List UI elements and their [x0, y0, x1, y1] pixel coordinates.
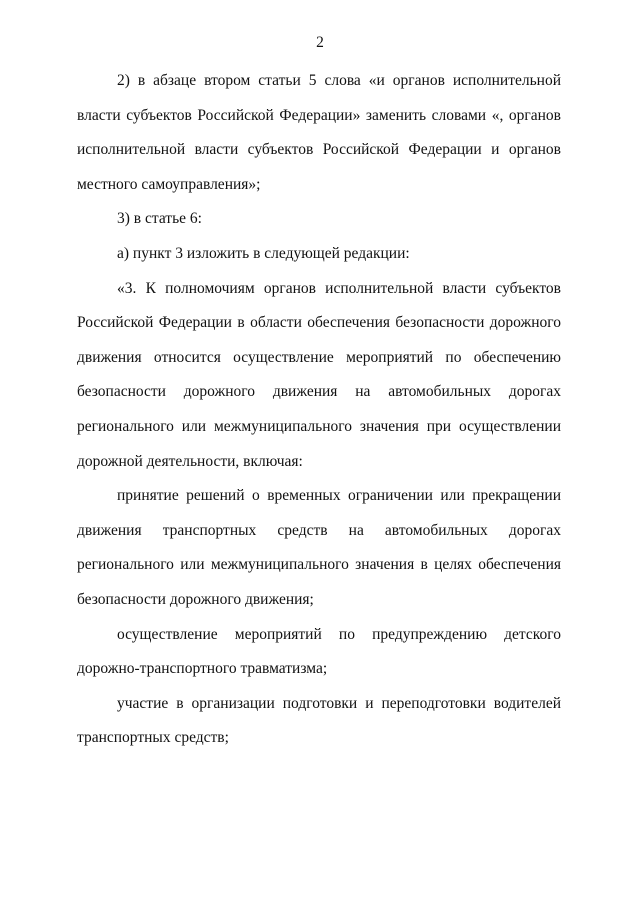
paragraph-amendment-article-5: 2) в абзаце втором статьи 5 слова «и органов исполнительной власти субъектов Российской Федерации» заменить словами «, органов исполнительной власти субъектов Российской Федерации и органов местного самоуправления»;	[77, 72, 561, 193]
paragraph-driver-training: участие в организации подготовки и переподготовки водителей транспортных средств;	[77, 694, 561, 747]
paragraph-clause-3: «3. К полномочиям органов исполнительной власти субъектов Российской Федерации в области обеспечения безопасности дорожного движения относится осуществление мероприятий по обеспечению безопасности дорожного движения на автомобильных дорогах регионального или межмуниципального значения при осуществлении дорожной деятельности, включая:	[77, 279, 561, 470]
paragraph-traffic-restriction: принятие решений о временных ограничении или прекращении движения транспортных средств на автомобильных дорогах регионального или межмуниципального значения в целях обеспечения безопасности дорожного движения;	[77, 487, 561, 608]
document-body	[77, 64, 561, 756]
page-number: 2	[316, 34, 324, 51]
paragraph-item-a: а) пункт 3 изложить в следующей редакции:	[117, 244, 410, 262]
paragraph-child-injury-prevention: осуществление мероприятий по предупреждению детского дорожно-транспортного травматизма;	[77, 625, 561, 678]
paragraph-article-6: 3) в статье 6:	[117, 210, 202, 228]
